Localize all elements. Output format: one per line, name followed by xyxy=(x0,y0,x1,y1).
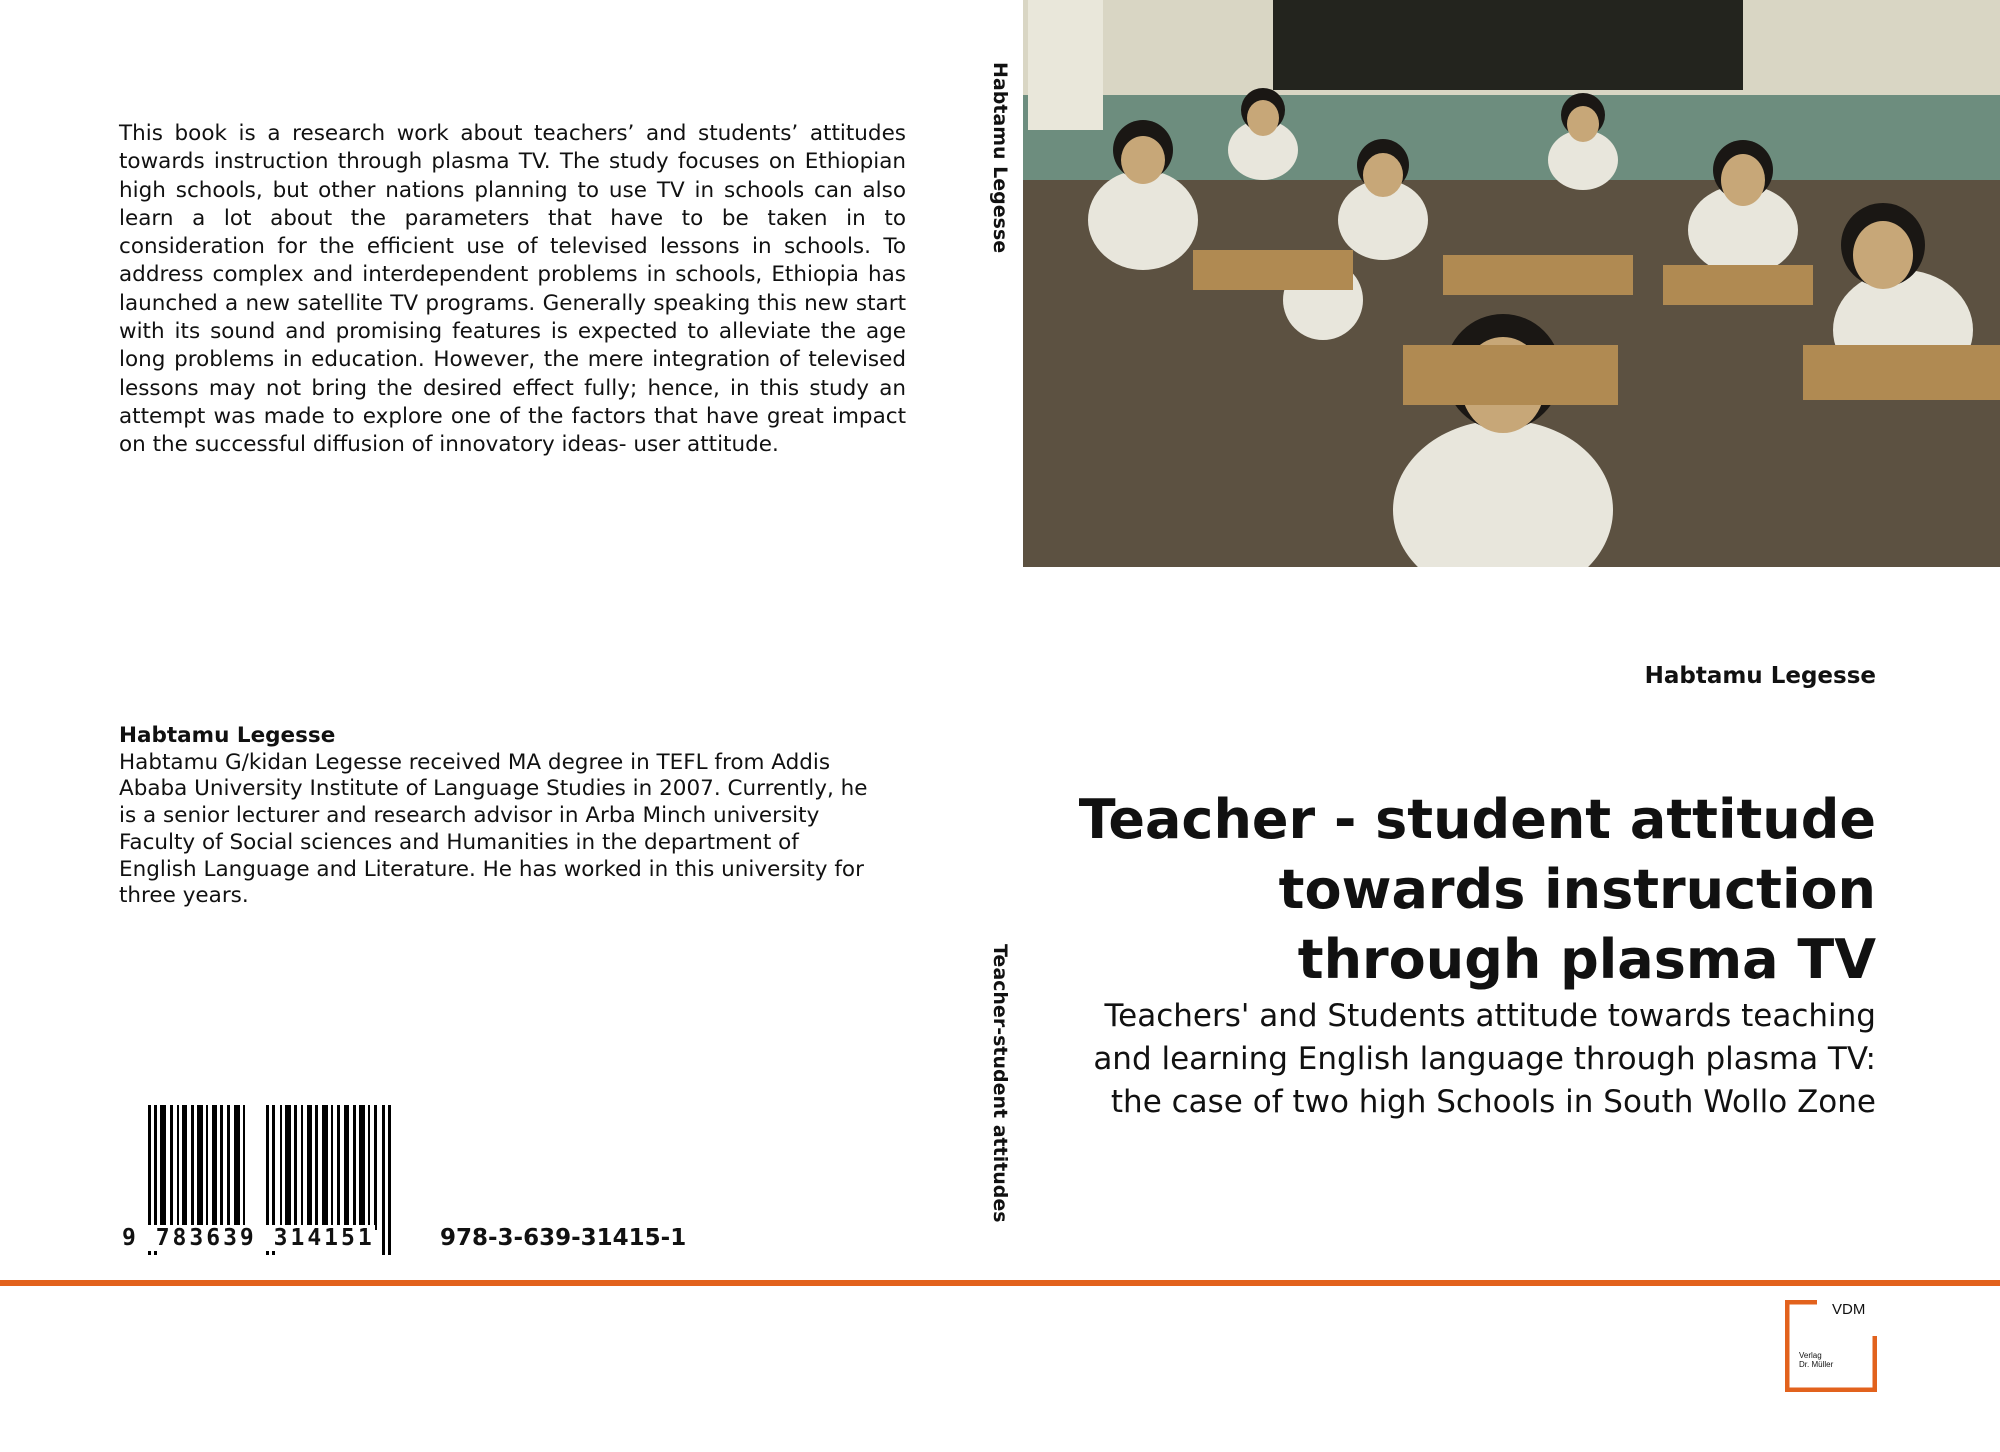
orange-divider xyxy=(0,1280,2000,1286)
front-cover-title: Teacher - student attitude towards instruction through plasma TV xyxy=(1078,788,1876,991)
front-cover-author: Habtamu Legesse xyxy=(1644,663,1876,689)
back-cover-blurb: This book is a research work about teachers’ and students’ attitudes towards instruction through plasma TV. The study focuses on Ethiopian high schools, but other nations planning to use TV in schools can also learn a lot about the parameters that have to be taken in to consideration for the efficient use of televised lessons in schools. To address complex and interdependent problems in schools, Ethiopia has launched a new satellite TV programs. Generally speaking this new start with its sound and promising features is expected to alleviate the age long problems in education. However, the mere integration of televised lessons may not bring the desired effect fully; hence, in this study an attempt was made to explore one of the factors that have great impact on the successful diffusion of innovatory ideas- user attitude. xyxy=(119,121,906,458)
svg-text:Verlag: Verlag xyxy=(1799,1351,1822,1360)
author-bio-text: Habtamu G/kidan Legesse received MA degree in TEFL from Addis Ababa University Institute of Language Studies in 2007. Currently, he is a senior lecturer and research advisor in Arba Minch university Faculty of Social sciences and Humanities in the department of English Language and Literature. He has worked in this university for three years. xyxy=(119,749,868,909)
vdm-publisher-logo xyxy=(1785,1300,1877,1392)
author-bio xyxy=(119,723,879,910)
classroom-illustration xyxy=(1023,0,2000,567)
isbn-number: 978-3-639-31415-1 xyxy=(440,1225,687,1251)
author-bio-name: Habtamu Legesse xyxy=(119,723,336,748)
front-cover-subtitle: Teachers' and Students attitude towards teaching and learning English language through plasma TV: the case of two high Schools in South Wollo Zone xyxy=(1093,998,1876,1120)
vdm-logo-name: VDM xyxy=(1832,1301,1866,1318)
svg-text:Dr. Müller: Dr. Müller xyxy=(1799,1360,1834,1369)
isbn-barcode-digits: 9 783639 314151 xyxy=(122,1225,375,1251)
spine-title: Teacher-student attitudes xyxy=(989,944,1011,1223)
spine-author: Habtamu Legesse xyxy=(989,62,1011,254)
classroom-photo xyxy=(1023,0,2000,567)
